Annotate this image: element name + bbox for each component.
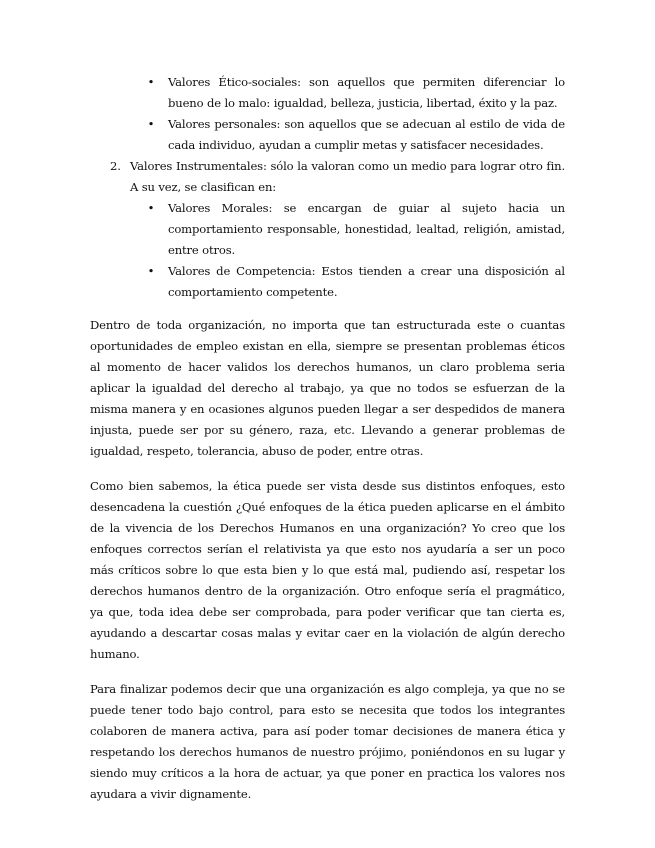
- list-number: 2.: [110, 159, 121, 173]
- bullet-icon: •: [147, 75, 155, 89]
- bullet-icon: •: [147, 117, 155, 131]
- bullet-icon: •: [147, 264, 155, 278]
- numbered-item-text: Valores Instrumentales: sólo la valoran como un medio para lograr otro fin. A su vez, se clasifican en:: [130, 159, 565, 194]
- document-body: [90, 72, 565, 805]
- list-item: [90, 72, 565, 114]
- list-item: [90, 114, 565, 156]
- paragraph-organization-problems: Dentro de toda organización, no importa que tan estructurada este o cuantas oportunidades de empleo existan en ella, siempre se presentan problemas éticos al momento de hacer validos los derechos humanos, un claro problema seria aplicar la igualdad del derecho al trabajo, ya que no todos se esfuerzan de la misma manera y en ocasiones algunos pueden llegar a ser despedidos de manera injusta, puede ser por su género, raza, etc. Llevando a generar problemas de igualdad, respeto, tolerancia, abuso de poder, entre otras.: [90, 318, 565, 458]
- list-item-text: Valores personales: son aquellos que se adecuan al estilo de vida de cada individuo, ayudan a cumplir metas y satisfacer necesidades.: [168, 117, 565, 152]
- list-item-text: Valores de Competencia: Estos tienden a crear una disposición al comportamiento competente.: [168, 264, 565, 299]
- list-item: [90, 198, 565, 261]
- value-types-list: [90, 72, 565, 156]
- numbered-item: [90, 156, 565, 198]
- bullet-icon: •: [147, 201, 155, 215]
- list-item-text: Valores Ético-sociales: son aquellos que permiten diferenciar lo bueno de lo malo: igualdad, belleza, justicia, libertad, éxito y la paz.: [168, 75, 565, 110]
- instrumental-values-list: [90, 198, 565, 303]
- list-item-text: Valores Morales: se encargan de guiar al sujeto hacia un comportamiento responsable, honestidad, lealtad, religión, amistad, entre otros.: [168, 201, 565, 257]
- list-item: [90, 261, 565, 303]
- paragraph-ethics-approaches: Como bien sabemos, la ética puede ser vista desde sus distintos enfoques, esto desencadena la cuestión ¿Qué enfoques de la ética pueden aplicarse en el ámbito de la vivencia de los Derechos Humanos en una organización? Yo creo que los enfoques correctos serían el relativista ya que esto nos ayudaría a ser un poco más críticos sobre lo que esta bien y lo que está mal, pudiendo así, respetar los derechos humanos dentro de la organización. Otro enfoque sería el pragmático, ya que, toda idea debe ser comprobada, para poder verificar que tan cierta es, ayudando a descartar cosas malas y evitar caer en la violación de algún derecho humano.: [90, 479, 565, 661]
- paragraph-conclusion: Para finalizar podemos decir que una organización es algo compleja, ya que no se puede tener todo bajo control, para esto se necesita que todos los integrantes colaboren de manera activa, para así poder tomar decisiones de manera ética y respetando los derechos humanos de nuestro prójimo, poniéndonos en su lugar y siendo muy críticos a la hora de actuar, ya que poner en practica los valores nos ayudara a vivir dignamente.: [90, 682, 565, 801]
